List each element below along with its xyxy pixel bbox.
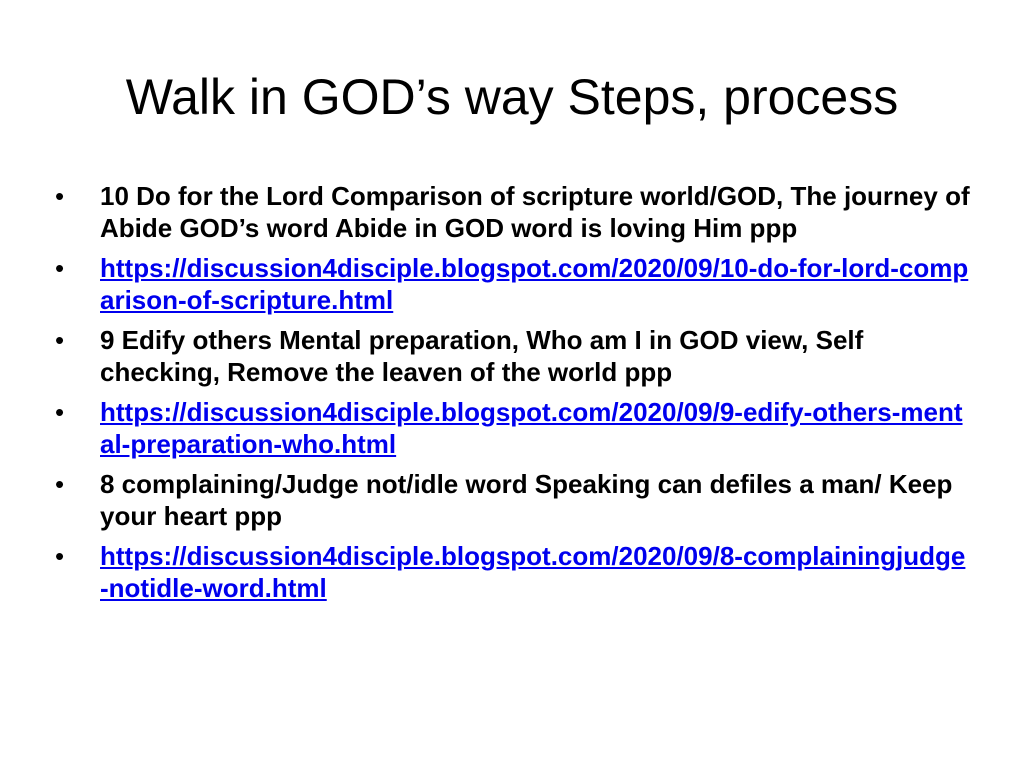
bullet-dot-icon: • — [55, 397, 65, 427]
bullet-dot-icon: • — [55, 541, 65, 571]
bullet-dot-icon: • — [55, 253, 65, 283]
bullet-item-9-edify-others — [55, 324, 970, 388]
bullet-item-link-9 — [55, 396, 970, 460]
bullet-item-link-8 — [55, 540, 970, 604]
bullet-dot-icon: • — [55, 325, 65, 355]
bullet-item-link-10 — [55, 252, 970, 316]
slide-title: Walk in GOD’s way Steps, process — [125, 69, 899, 125]
bullet-dot-icon: • — [55, 181, 65, 211]
bullet-item-8-complaining — [55, 468, 970, 532]
link-10-do-for-lord[interactable]: https://discussion4disciple.blogspot.com/2020/09/10-do-for-lord-comparison-of-scripture.html — [100, 253, 969, 315]
bullet-text: 8 complaining/Judge not/idle word Speaking can defiles a man/ Keep your heart ppp — [100, 469, 953, 531]
bullet-item-10-do-for-lord — [55, 180, 970, 244]
link-8-complaining[interactable]: https://discussion4disciple.blogspot.com/2020/09/8-complainingjudge-notidle-word.html — [100, 541, 966, 603]
bullet-text: 10 Do for the Lord Comparison of scripture world/GOD, The journey of Abide GOD’s word Abide in GOD word is loving Him ppp — [100, 181, 970, 243]
bullet-text: 9 Edify others Mental preparation, Who am I in GOD view, Self checking, Remove the leaven of the world ppp — [100, 325, 864, 387]
bullet-dot-icon: • — [55, 469, 65, 499]
bullet-list — [55, 180, 970, 612]
link-9-edify-others[interactable]: https://discussion4disciple.blogspot.com/2020/09/9-edify-others-mental-preparation-who.html — [100, 397, 963, 459]
